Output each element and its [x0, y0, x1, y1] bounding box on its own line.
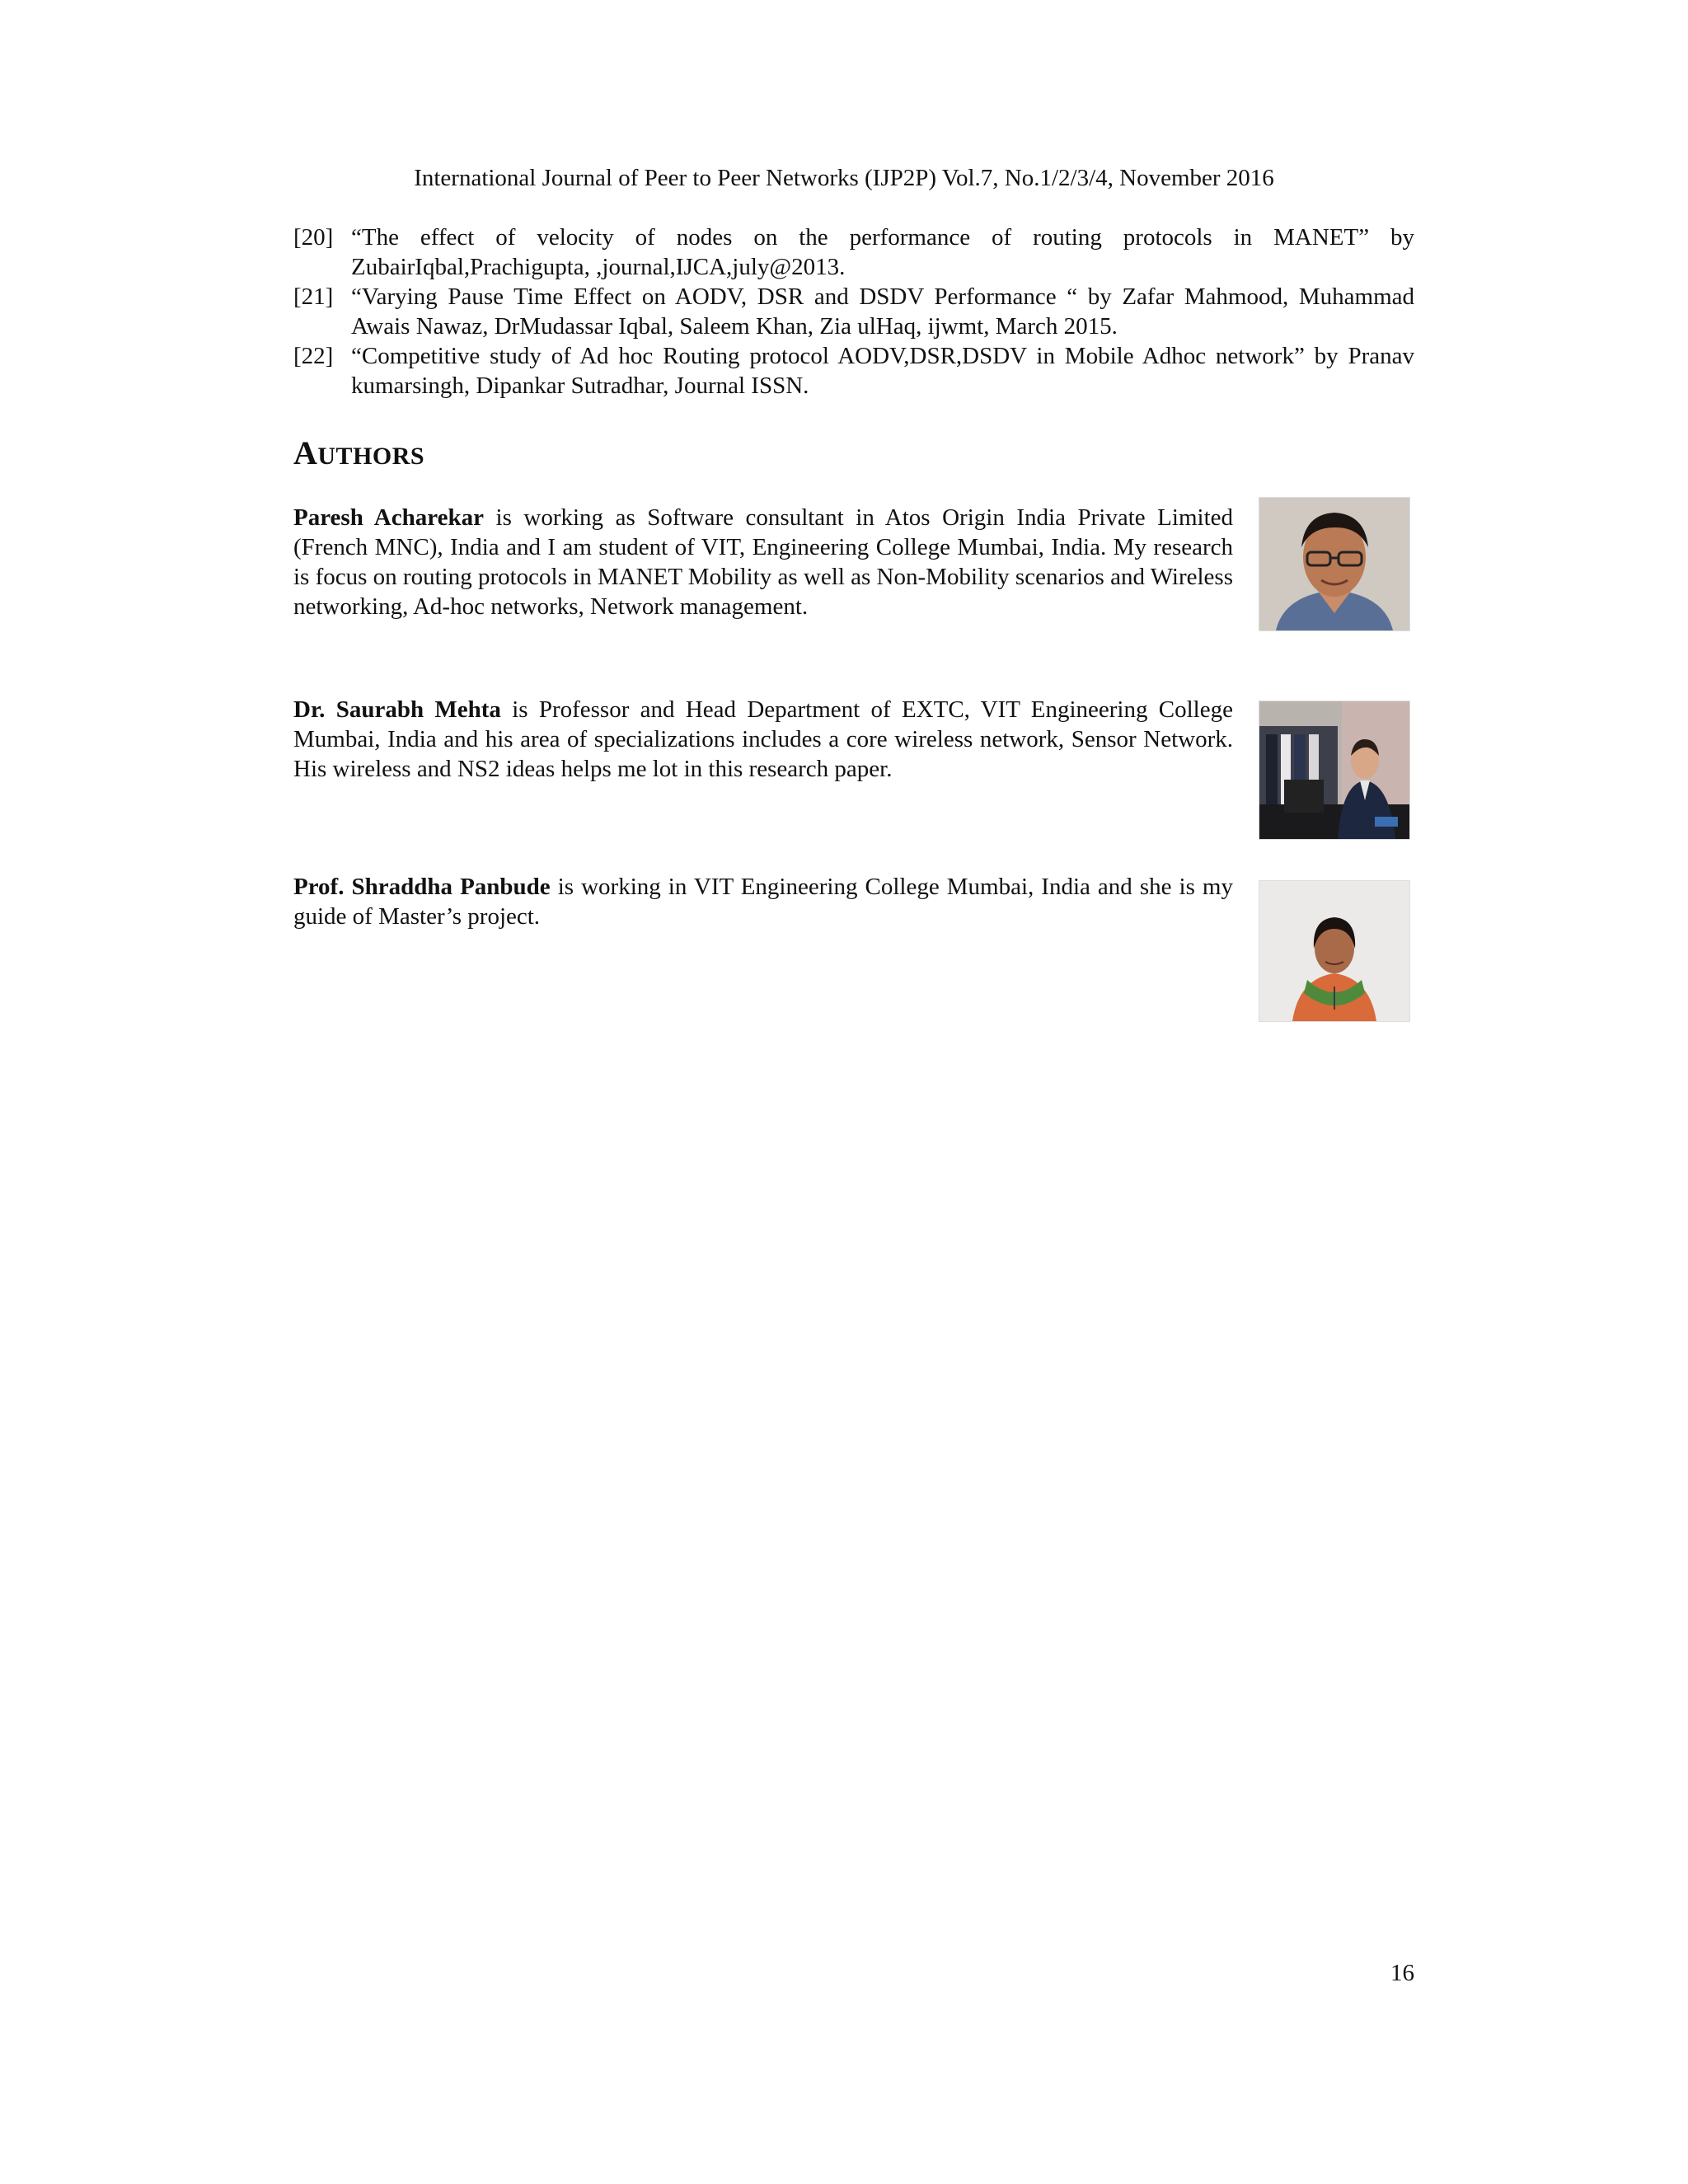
- author-name: Prof. Shraddha Panbude: [293, 874, 551, 900]
- page-number: 16: [1390, 1960, 1414, 1986]
- reference-number: [22]: [293, 343, 334, 369]
- reference-number: [21]: [293, 284, 334, 310]
- author-bio-text: is working as Software consultant in Atos Origin India Private Limited (French MNC), India and I am student of VIT, Engineering College Mumbai, India. My research is focus on routing protocols in MANET Mobility as well as Non-Mobility scenarios and Wireless networking, Ad-hoc networks, Network management.: [293, 504, 1233, 620]
- reference-item: [293, 341, 1414, 401]
- reference-text: “The effect of velocity of nodes on the performance of routing protocols in MANET” by ZubairIqbal,Prachigupta, ,journal,IJCA,july@2013.: [351, 224, 1414, 280]
- author-photo-mehta: [1259, 701, 1410, 840]
- author-bio-text: is working in VIT Engineering College Mumbai, India and she is my guide of Master’s project.: [293, 874, 1233, 930]
- author-bio-panbude: [293, 872, 1233, 931]
- author-name: Dr. Saurabh Mehta: [293, 696, 501, 723]
- reference-number: [20]: [293, 224, 334, 251]
- reference-item: [293, 223, 1414, 282]
- author-photo-acharekar: [1259, 497, 1410, 631]
- reference-text: “Varying Pause Time Effect on AODV, DSR and DSDV Performance “ by Zafar Mahmood, Muhammad Awais Nawaz, DrMudassar Iqbal, Saleem Khan, Zia ulHaq, ijwmt, March 2015.: [351, 284, 1414, 340]
- heading-initial: A: [293, 434, 318, 471]
- reference-item: [293, 282, 1414, 341]
- authors-heading: [293, 434, 424, 476]
- author-bio-acharekar: [293, 503, 1233, 621]
- reference-list: [293, 223, 1414, 401]
- heading-rest: UTHORS: [317, 443, 425, 470]
- reference-text: “Competitive study of Ad hoc Routing protocol AODV,DSR,DSDV in Mobile Adhoc network” by Pranav kumarsingh, Dipankar Sutradhar, Journal ISSN.: [351, 343, 1414, 399]
- portrait-image: [1259, 498, 1409, 630]
- portrait-image: [1259, 701, 1409, 839]
- running-header: International Journal of Peer to Peer Networks (IJP2P) Vol.7, No.1/2/3/4, November 2016: [414, 165, 1274, 191]
- portrait-image: [1259, 881, 1409, 1021]
- author-bio-mehta: [293, 695, 1233, 784]
- author-bio-text: is Professor and Head Department of EXTC, VIT Engineering College Mumbai, India and his area of specializations includes a core wireless network, Sensor Network. His wireless and NS2 ideas helps me lot in this research paper.: [293, 696, 1233, 782]
- author-photo-panbude: [1259, 880, 1410, 1022]
- author-name: Paresh Acharekar: [293, 504, 484, 531]
